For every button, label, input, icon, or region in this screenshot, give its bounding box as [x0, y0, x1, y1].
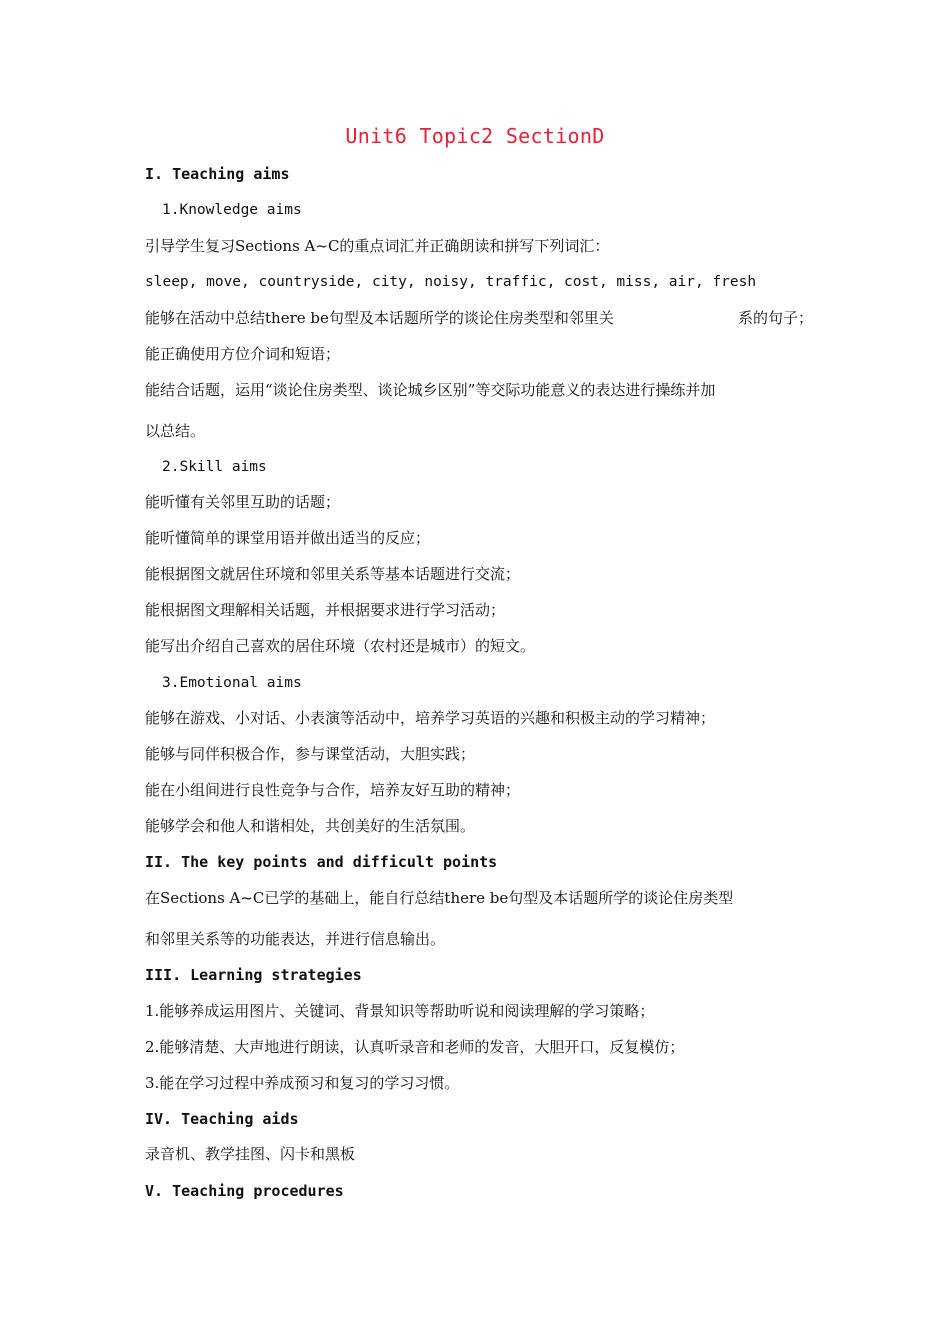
paragraph-line: 能正确使用方位介词和短语；	[145, 345, 341, 363]
paragraph-line: 能够在活动中总结there be句型及本话题所学的谈论住房类型和邻里关	[145, 309, 614, 327]
section-heading-teaching-procedures: V. Teaching procedures	[145, 1182, 344, 1200]
section-heading-learning-strategies: III. Learning strategies	[145, 966, 362, 984]
paragraph-line: 能写出介绍自己喜欢的居住环境（农村还是城市）的短文。	[145, 637, 536, 655]
paragraph-line: 3.能在学习过程中养成预习和复习的学习习惯。	[145, 1074, 460, 1092]
paragraph-line: 能根据图文理解相关话题，并根据要求进行学习活动；	[145, 601, 506, 619]
paragraph-line: 能够学会和他人和谐相处，共创美好的生活氛围。	[145, 817, 476, 835]
section-heading-teaching-aids: IV. Teaching aids	[145, 1110, 299, 1128]
vocabulary-list: sleep, move, countryside, city, noisy, traffic, cost, miss, air, fresh	[145, 274, 757, 290]
paragraph-line: 以总结。	[145, 422, 206, 440]
subheading-emotional-aims: 3.Emotional aims	[162, 675, 302, 691]
paragraph-line: 1.能够养成运用图片、关键词、背景知识等帮助听说和阅读理解的学习策略；	[145, 1002, 655, 1020]
subheading-skill-aims: 2.Skill aims	[162, 459, 267, 475]
paragraph-line: 引导学生复习Sections A~C的重点词汇并正确朗读和拼写下列词汇：	[145, 237, 610, 255]
section-heading-key-points: II. The key points and difficult points	[145, 853, 498, 871]
paragraph-line: 能在小组间进行良性竞争与合作，培养友好互助的精神；	[145, 781, 521, 799]
paragraph-line: 能听懂简单的课堂用语并做出适当的反应；	[145, 529, 431, 547]
paragraph-line: 和邻里关系等的功能表达，并进行信息输出。	[145, 930, 446, 948]
subheading-knowledge-aims: 1.Knowledge aims	[162, 202, 302, 218]
paragraph-line: 能够与同伴积极合作，参与课堂活动，大胆实践；	[145, 745, 476, 763]
section-heading-teaching-aims: I. Teaching aims	[145, 165, 290, 183]
paragraph-line: 能根据图文就居住环境和邻里关系等基本话题进行交流；	[145, 565, 521, 583]
document-title: Unit6 Topic2 SectionD	[345, 124, 605, 148]
paragraph-line: 能够在游戏、小对话、小表演等活动中，培养学习英语的兴趣和积极主动的学习精神；	[145, 709, 716, 727]
paragraph-line: 在Sections A~C已学的基础上，能自行总结there be句型及本话题所学的谈论住房类型	[145, 889, 734, 907]
paragraph-line: 能结合话题，运用“谈论住房类型、谈论城乡区别”等交际功能意义的表达进行操练并加	[145, 381, 716, 399]
paragraph-line: 2.能够清楚、大声地进行朗读，认真听录音和老师的发音，大胆开口，反复模仿；	[145, 1038, 685, 1056]
paragraph-line: 能听懂有关邻里互助的话题；	[145, 493, 341, 511]
paragraph-line: 录音机、教学挂图、闪卡和黑板	[145, 1145, 356, 1163]
paragraph-line: 系的句子；	[738, 309, 814, 327]
